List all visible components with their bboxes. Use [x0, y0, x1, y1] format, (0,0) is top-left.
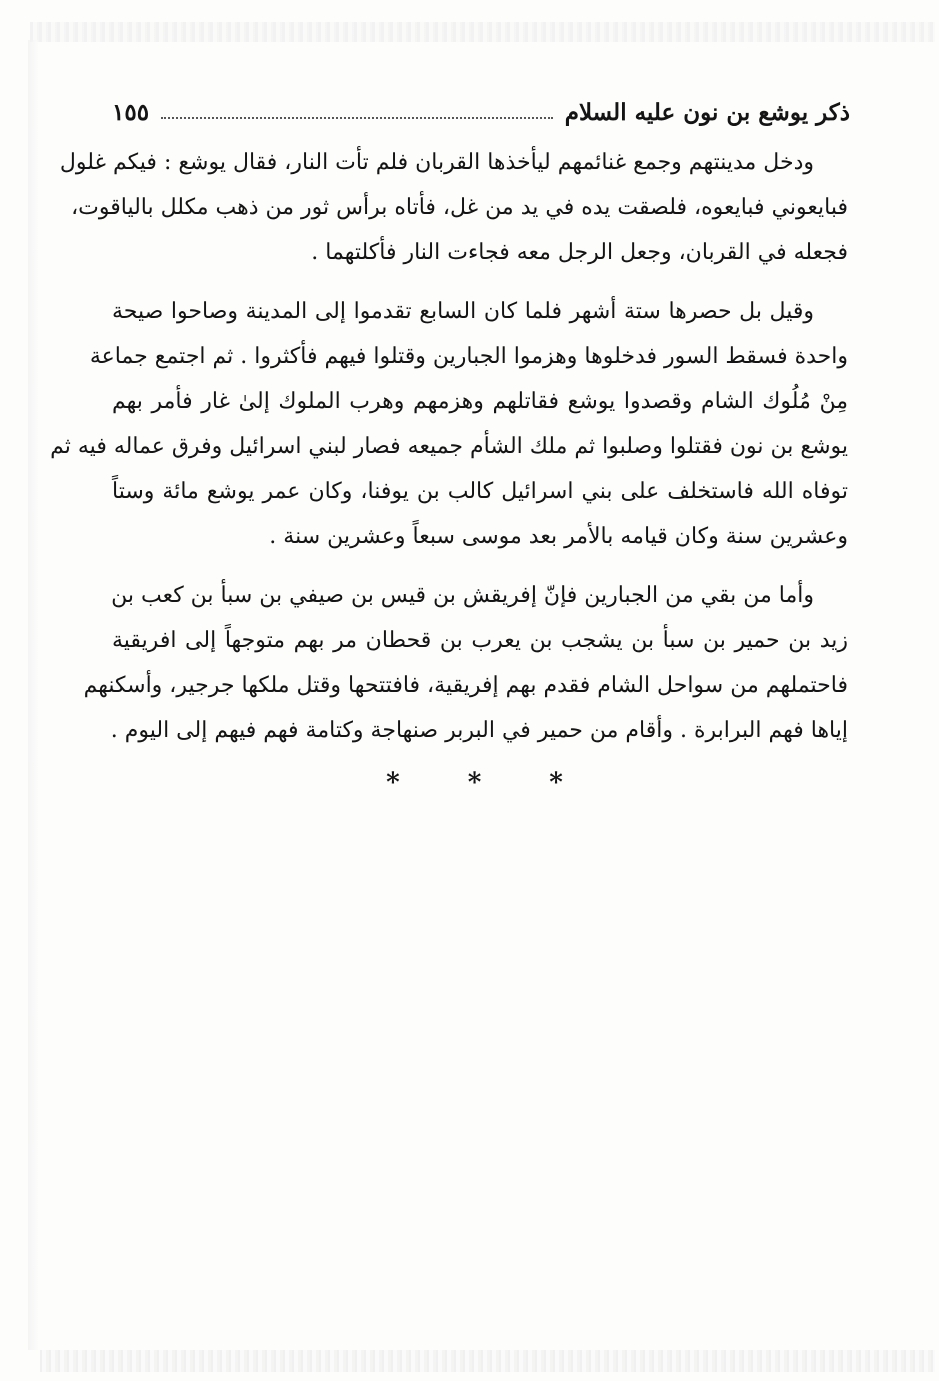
paragraph-1: [59, 140, 848, 275]
text-line: وعشرين سنة وكان قيامه بالأمر بعد موسى سبعاً وعشرين سنة .: [269, 524, 848, 549]
text-line: إياها فهم البرابرة . وأقام من حمير في البربر صنهاجة وكتامة فهم فيهم إلى اليوم .: [110, 718, 848, 743]
text-line: مِنْ مُلُوك الشام وقصدوا يوشع فقاتلهم وهزمهم وهرب الملوك إلىٰ غار فأمر بهم: [112, 389, 848, 414]
text-line: فبايعوني فبايعوه، فلصقت يده في يد من غل، فأتاه برأس ثور من ذهب مكلل بالياقوت،: [71, 195, 848, 220]
text-line: فجعله في القربان، وجعل الرجل معه فجاءت النار فأكلتهما .: [311, 240, 848, 265]
scan-edge-top: [30, 22, 935, 42]
text-line: واحدة فسقط السور فدخلوها وهزموا الجبارين وقتلوا فيهم فأكثروا . ثم اجتمع جماعة: [89, 344, 848, 369]
text-line: ودخل مدينتهم وجمع غنائمهم ليأخذها القربان فلم تأت النار، فقال يوشع : فيكم غلول: [59, 150, 814, 175]
asterisk-ornament: *: [549, 768, 563, 798]
text-line: وقيل بل حصرها ستة أشهر فلما كان السابع تقدموا إلى المدينة وصاحوا صيحة: [112, 299, 814, 324]
header-dotted-leader: [161, 117, 553, 119]
body-text: [50, 140, 848, 767]
running-title: ذكر يوشع بن نون عليه السلام: [564, 98, 850, 126]
asterisk-ornament: *: [467, 768, 482, 798]
paragraph-3: [83, 573, 848, 753]
page-header: [112, 92, 850, 132]
scan-edge-left: [28, 40, 38, 1350]
scan-edge-bottom: [40, 1350, 935, 1372]
text-line: وأما من بقي من الجبارين فإنّ إفريقش بن قيس بن صيفي بن سبأ بن كعب بن: [111, 583, 814, 608]
text-line: زيد بن حمير بن سبأ بن يشجب بن يعرب بن قحطان مر بهم متوجهاً إلى افريقية: [112, 628, 848, 653]
paragraph-2: [50, 289, 848, 559]
text-line: توفاه الله فاستخلف على بني اسرائيل كالب بن يوفنا، وكان عمر يوشع مائة وستاً: [112, 479, 848, 504]
page-number: ١٥٥: [112, 98, 150, 126]
asterisk-ornament: *: [386, 768, 400, 798]
section-separator: [0, 768, 939, 798]
text-line: فاحتملهم من سواحل الشام فقدم بهم إفريقية، فافتتحها وقتل ملكها جرجير، وأسكنهم: [83, 673, 848, 698]
text-line: يوشع بن نون فقتلوا وصلبوا ثم ملك الشأم جميعه فصار لبني اسرائيل وفرق عماله فيه ثم: [50, 434, 848, 459]
